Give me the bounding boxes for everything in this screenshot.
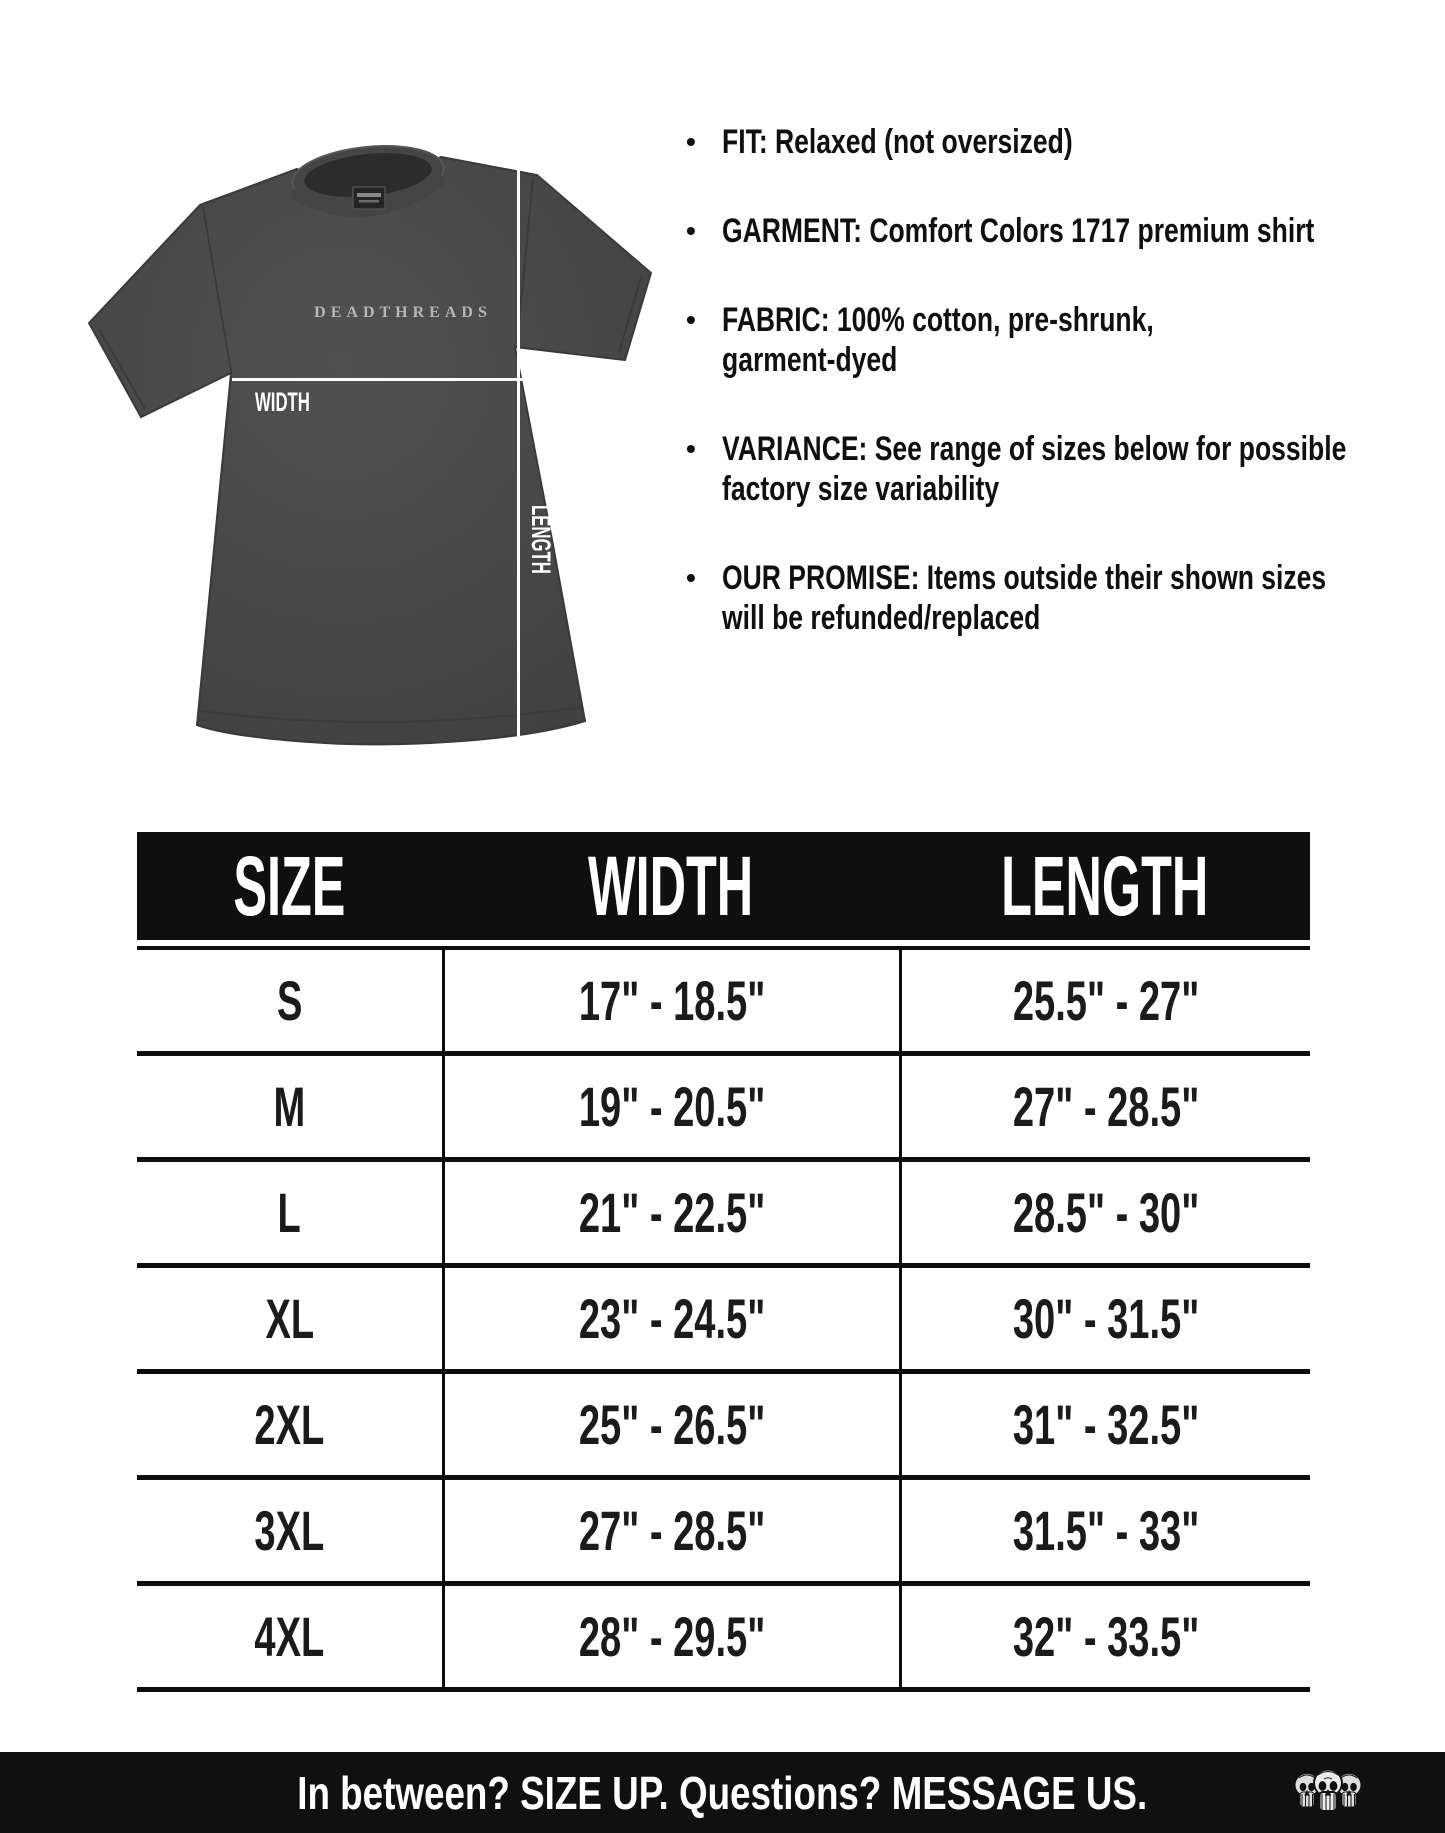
header-cell-length bbox=[899, 832, 1310, 940]
feature-line bbox=[722, 340, 1276, 380]
width-measure-line bbox=[232, 378, 590, 381]
feature-text bbox=[722, 211, 1315, 251]
feature-line-text: will be refunded/replaced bbox=[722, 599, 1041, 637]
size-cell-text: 4XL bbox=[254, 1605, 325, 1668]
length-cell bbox=[899, 1586, 1310, 1687]
width-measure-label bbox=[255, 386, 343, 418]
width-cell-text: 21" - 22.5" bbox=[578, 1181, 766, 1244]
table-row bbox=[137, 1056, 1310, 1162]
size-cell bbox=[137, 950, 442, 1051]
width-cell bbox=[442, 1586, 899, 1687]
width-cell-text: 27" - 28.5" bbox=[578, 1499, 766, 1562]
feature-item bbox=[686, 429, 1347, 509]
length-cell bbox=[899, 1162, 1310, 1263]
size-cell-text: L bbox=[277, 1181, 302, 1244]
bullet-dot-icon: • bbox=[686, 215, 696, 246]
header-cell-width bbox=[442, 832, 899, 940]
width-cell-text: 23" - 24.5" bbox=[578, 1287, 766, 1350]
table-row bbox=[137, 1480, 1310, 1586]
feature-item bbox=[686, 211, 1315, 251]
table-row bbox=[137, 950, 1310, 1056]
feature-line bbox=[722, 429, 1347, 469]
width-cell bbox=[442, 1162, 899, 1263]
width-label-text: WIDTH bbox=[255, 387, 310, 417]
header-size-label: SIZE bbox=[233, 838, 346, 933]
size-cell bbox=[137, 1056, 442, 1157]
size-cell bbox=[137, 1268, 442, 1369]
size-cell bbox=[137, 1586, 442, 1687]
table-row bbox=[137, 1162, 1310, 1268]
feature-item bbox=[686, 122, 1306, 162]
length-cell-text: 27" - 28.5" bbox=[1012, 1075, 1200, 1138]
width-cell-text: 25" - 26.5" bbox=[578, 1393, 766, 1456]
feature-line bbox=[722, 122, 1172, 162]
tshirt-image bbox=[85, 125, 655, 760]
size-cell bbox=[137, 1480, 442, 1581]
header-width-label: WIDTH bbox=[588, 838, 754, 933]
width-cell bbox=[442, 950, 899, 1051]
width-cell bbox=[442, 1480, 899, 1581]
length-cell bbox=[899, 1268, 1310, 1369]
feature-line-text: OUR PROMISE: Items outside their shown sizes bbox=[722, 559, 1327, 597]
feature-line bbox=[722, 558, 1327, 598]
feature-line-text: GARMENT: Comfort Colors 1717 premium shirt bbox=[722, 212, 1315, 250]
length-cell-text: 28.5" - 30" bbox=[1012, 1181, 1200, 1244]
footer-message: In between? SIZE UP. Questions? MESSAGE US. bbox=[297, 1766, 1148, 1819]
feature-line bbox=[722, 211, 1315, 251]
length-measure-line bbox=[517, 147, 520, 737]
size-cell bbox=[137, 1162, 442, 1263]
width-cell bbox=[442, 1056, 899, 1157]
length-cell bbox=[899, 1056, 1310, 1157]
shirt-diagram bbox=[85, 125, 655, 760]
length-cell bbox=[899, 1480, 1310, 1581]
table-row bbox=[137, 1586, 1310, 1692]
length-cell-text: 25.5" - 27" bbox=[1012, 969, 1200, 1032]
feature-line bbox=[722, 469, 1306, 509]
bullet-dot-icon: • bbox=[686, 562, 696, 593]
feature-line-text: FABRIC: 100% cotton, pre-shrunk, bbox=[722, 301, 1154, 339]
feature-text bbox=[722, 122, 1172, 162]
width-cell bbox=[442, 1268, 899, 1369]
length-cell-text: 30" - 31.5" bbox=[1012, 1287, 1200, 1350]
length-cell bbox=[899, 950, 1310, 1051]
feature-line-text: factory size variability bbox=[722, 470, 1000, 508]
bullet-dot-icon: • bbox=[686, 433, 696, 464]
feature-text bbox=[722, 300, 1276, 380]
feature-line bbox=[722, 598, 1306, 638]
feature-item bbox=[686, 558, 1327, 638]
feature-line bbox=[722, 300, 1276, 340]
table-row bbox=[137, 1268, 1310, 1374]
length-label-text: LENGTH bbox=[526, 505, 556, 574]
width-cell-text: 19" - 20.5" bbox=[578, 1075, 766, 1138]
width-cell bbox=[442, 1374, 899, 1475]
width-cell-text: 17" - 18.5" bbox=[578, 969, 766, 1032]
size-cell bbox=[137, 1374, 442, 1475]
width-cell-text: 28" - 29.5" bbox=[578, 1605, 766, 1668]
length-measure-label bbox=[525, 505, 556, 623]
size-cell-text: 2XL bbox=[254, 1393, 325, 1456]
bullet-dot-icon: • bbox=[686, 126, 696, 157]
size-table-header bbox=[137, 832, 1310, 940]
length-cell-text: 31.5" - 33" bbox=[1012, 1499, 1200, 1562]
length-cell-text: 32" - 33.5" bbox=[1012, 1605, 1200, 1668]
size-cell-text: XL bbox=[265, 1287, 314, 1350]
three-skulls-icon bbox=[1291, 1761, 1365, 1825]
table-row bbox=[137, 1374, 1310, 1480]
length-cell bbox=[899, 1374, 1310, 1475]
tshirt-body bbox=[89, 157, 651, 744]
shirt-brand-text: DEADTHREADS bbox=[314, 304, 492, 321]
size-table-body bbox=[137, 946, 1310, 1692]
size-cell-text: M bbox=[273, 1075, 306, 1138]
features-list bbox=[686, 122, 1347, 687]
feature-line-text: FIT: Relaxed (not oversized) bbox=[722, 123, 1073, 161]
feature-line-text: VARIANCE: See range of sizes below for possible bbox=[722, 430, 1347, 468]
feature-item bbox=[686, 300, 1306, 380]
length-cell-text: 31" - 32.5" bbox=[1012, 1393, 1200, 1456]
size-table bbox=[137, 832, 1310, 1692]
bullet-dot-icon: • bbox=[686, 304, 696, 335]
size-cell-text: S bbox=[276, 969, 303, 1032]
header-cell-size bbox=[137, 832, 442, 940]
feature-text bbox=[722, 558, 1327, 638]
size-cell-text: 3XL bbox=[254, 1499, 325, 1562]
feature-text bbox=[722, 429, 1347, 509]
feature-line-text: garment-dyed bbox=[722, 341, 898, 379]
footer-bar bbox=[0, 1752, 1445, 1833]
header-length-label: LENGTH bbox=[1001, 838, 1209, 933]
neck-tag bbox=[353, 187, 385, 209]
